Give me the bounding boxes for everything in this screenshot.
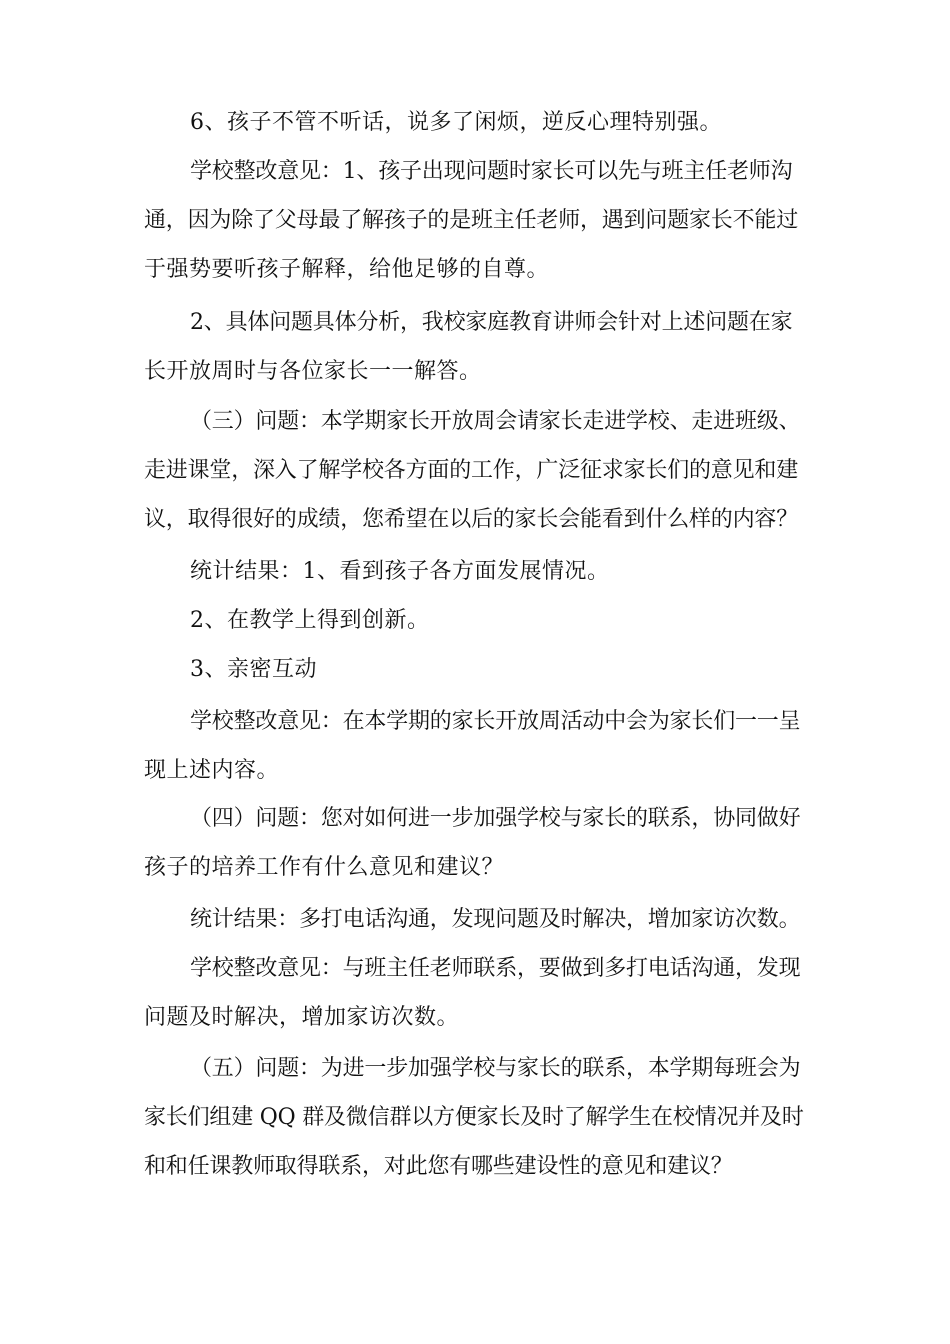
text-line: 家长们组建 QQ 群及微信群以方便家长及时了解学生在校情况并及时 xyxy=(144,1105,804,1130)
text-line: 统计结果：多打电话沟通，发现问题及时解决，增加家访次数。 xyxy=(190,907,801,932)
text-line: 学校整改意见：与班主任老师联系，要做到多打电话沟通，发现 xyxy=(190,956,801,981)
text-line: （五）问题：为进一步加强学校与家长的联系，本学期每班会为 xyxy=(190,1056,801,1081)
text-line: （四）问题：您对如何进一步加强学校与家长的联系，协同做好 xyxy=(190,806,801,831)
text-line: 长开放周时与各位家长一一解答。 xyxy=(144,359,482,384)
text-line: 议，取得很好的成绩，您希望在以后的家长会能看到什么样的内容？ xyxy=(144,507,799,532)
text-line: 问题及时解决，增加家访次数。 xyxy=(144,1005,460,1030)
text-line: 统计结果：1、看到孩子各方面发展情况。 xyxy=(190,559,610,584)
text-line: 孩子的培养工作有什么意见和建议？ xyxy=(144,855,505,880)
text-line: 走进课堂，深入了解学校各方面的工作，广泛征求家长们的意见和建 xyxy=(144,458,799,483)
text-line: 3、亲密互动 xyxy=(190,657,317,682)
text-line: 现上述内容。 xyxy=(144,758,280,783)
text-line: 和和任课教师取得联系，对此您有哪些建设性的意见和建议？ xyxy=(144,1154,733,1179)
text-line: 于强势要听孩子解释，给他足够的自尊。 xyxy=(144,257,550,282)
text-line: 学校整改意见：在本学期的家长开放周活动中会为家长们一一呈 xyxy=(190,709,801,734)
text-line: 2、具体问题具体分析，我校家庭教育讲师会针对上述问题在家 xyxy=(190,310,793,335)
text-line: 学校整改意见：1、孩子出现问题时家长可以先与班主任老师沟 xyxy=(190,159,793,184)
text-line: 6、孩子不管不听话，说多了闲烦，逆反心理特别强。 xyxy=(190,110,722,135)
text-line: 通，因为除了父母最了解孩子的是班主任老师，遇到问题家长不能过 xyxy=(144,208,799,233)
text-line: 2、在教学上得到创新。 xyxy=(190,608,430,633)
text-line: （三）问题：本学期家长开放周会请家长走进学校、走进班级、 xyxy=(190,409,801,434)
